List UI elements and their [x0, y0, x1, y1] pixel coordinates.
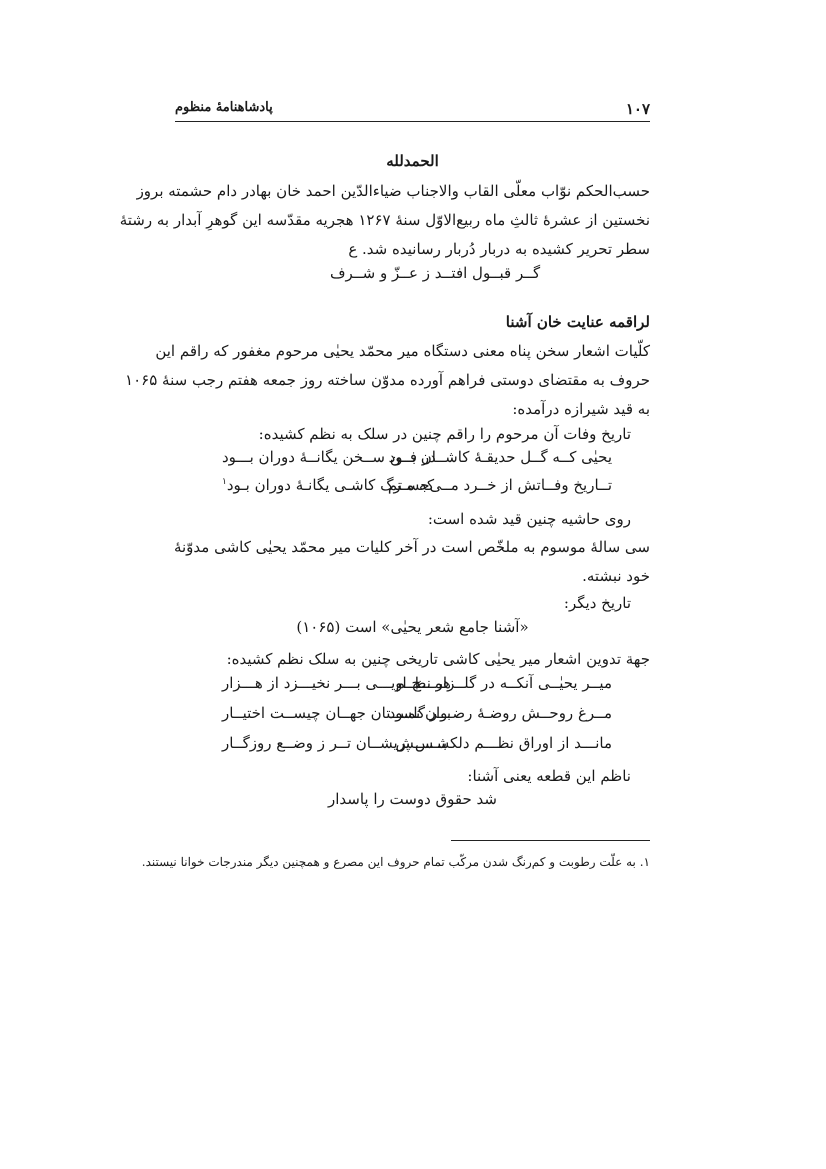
footnote-number: ۱.: [639, 855, 650, 869]
text-line: حسب‌الحکم نوّاب معلّی القاب والاجناب ضیاءالدّین احمد خان بهادر دام حشمته بروز: [136, 182, 650, 200]
other-date-label: تاریخ دیگر:: [563, 594, 631, 612]
footnote-text: به علّت رطوبت و کم‌رنگ شدن مرکّب تمام حروف این مصرع و همچنین دیگر مندرجات خوانا نیستند.: [141, 855, 636, 869]
running-title: پادشاهنامهٔ منظوم: [175, 100, 273, 115]
paragraph-1: [119, 177, 650, 264]
couplet-hemistich-right: یحیٰی کــه گــل حدیقـهٔ کاشــان بــود: [388, 448, 612, 466]
couplet-hemistich-right: مانـــد از اوراق نظـــم دلکشـــــش: [395, 734, 612, 752]
text-line: سطر تحریر کشیده به دربار دُربار رسانیده شد. ع: [348, 240, 650, 258]
footnote: [141, 855, 650, 869]
hemistich-text: که مـرگ کاشـی یگانـهٔ دوران بـود: [226, 476, 435, 494]
section-heading-ashna: لراقمه عنایت خان آشنا: [505, 313, 650, 331]
couplet-hemistich-left: بــر گلســتان جهــان چیســت اختیــار: [222, 704, 452, 722]
text-line: به قید شیرازه درآمده:: [512, 400, 650, 418]
intro-line: جهة تدوین اشعار میر یحیٰی کاشی تاریخی چنین به سلک نظم کشیده:: [226, 650, 650, 668]
couplet-hemistich-left: [222, 476, 434, 494]
date-verse: «آشنا جامع شعر یحیٰی» است (۱۰۶۵): [296, 618, 529, 636]
text-line: نخستین از عشرهٔ ثالثِ ماه ربیع‌الاوّل سنهٔ ۱۲۶۷ هجریه مقدّسه این گوهرِ آبدار به رشتهٔ: [119, 211, 650, 229]
margin-note-intro: روی حاشیه چنین قید شده است:: [427, 510, 631, 528]
page-number: ۱۰۷: [625, 100, 650, 118]
header-rule: [175, 121, 650, 122]
running-header: [175, 100, 650, 122]
couplet-hemistich-right: میــر یحیٰــی آنکــه در گلــزار نظــم: [395, 674, 612, 692]
couplet-hemistich-right: تــاریخ وفــاتش از خــرد مــی‌جسـتم: [387, 476, 612, 494]
text-line: خود نبشته.: [582, 567, 650, 585]
couplet-hemistich-left: در فــن ســخن یگانــهٔ دوران بـــود: [222, 448, 436, 466]
couplet-hemistich-left: همـــچ اویـــی بـــر نخیـــزد از هـــزار: [222, 674, 451, 692]
text-line: حروف به مقتضای دوستی فراهم آورده مدوّن ساخته روز جمعه هفتم رجب سنهٔ ۱۰۶۵: [125, 371, 650, 389]
paragraph-2: [125, 337, 650, 424]
footnote-rule: [451, 840, 650, 841]
footnote-marker: ۱: [222, 477, 227, 487]
couplet-hemistich-right: مــرغ روحــش روضـهٔ رضـوان نمـود: [388, 704, 612, 722]
verse-line: گــر قبــول افتــد ز عــزّ و شــرف: [330, 264, 541, 282]
final-verse: شد حقوق دوست را پاسدار: [328, 790, 497, 808]
text-line: سی سالهٔ موسوم به ملخّص است در آخر کلیات میر محمّد یحیٰی کاشی مدوّنهٔ: [173, 538, 650, 556]
section-heading-alhamdulillah: الحمدلله: [386, 152, 439, 170]
margin-note: [175, 533, 650, 591]
poet-line: ناظم این قطعه یعنی آشنا:: [467, 767, 631, 785]
text-line: کلّیات اشعار سخن پناه معنی دستگاه میر محمّد یحیٰی مرحوم مغفور که راقم این: [155, 342, 650, 360]
intro-line: تاریخ وفات آن مرحوم را راقم چنین در سلک به نظم کشیده:: [258, 425, 631, 443]
couplet-hemistich-left: بــس پریشــان تــر ز وضــع روزگــار: [222, 734, 448, 752]
